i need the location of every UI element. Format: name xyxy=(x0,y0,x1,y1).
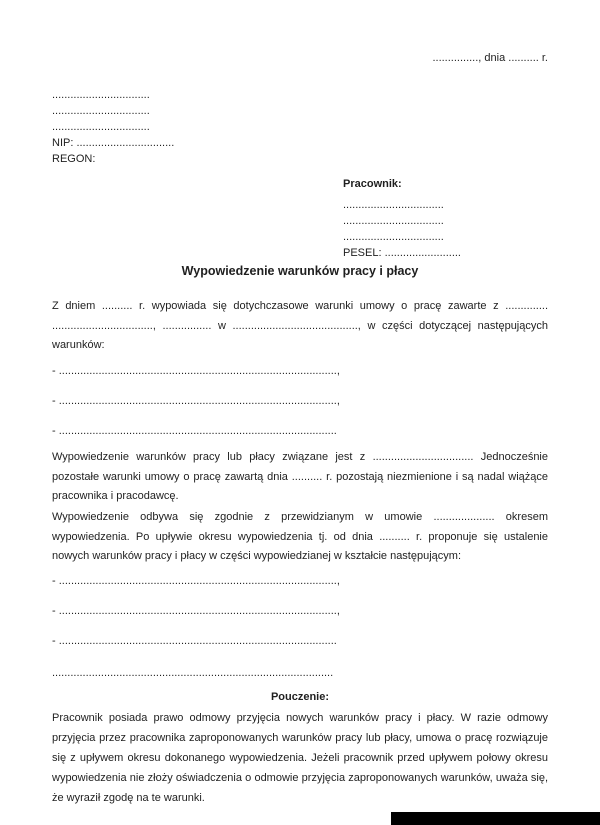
employee-name-line: ................................. xyxy=(343,199,444,211)
paragraph-notice-period: Wypowiedzenie odbywa się zgodnie z przewidzianym w umowie .................... okresem wypowiedzenia. Po upływie okresu wypowiedzenia tj. od dnia .......... r. proponuje się ustalenie nowych warunków pracy i płacy w części wypowiedzianej w kształcie następującym: xyxy=(52,511,548,562)
employee-address-line: ................................. xyxy=(343,231,444,243)
employer-address-line: ................................ xyxy=(52,121,150,133)
condition-item: - ..........................................................................................., xyxy=(52,365,340,377)
notice-paragraph: Pracownik posiada prawo odmowy przyjęcia nowych warunków pracy i płacy. W razie odmowy przyjęcia przez pracownika zaproponowanych warunków pracy lub płacy, umowa o pracę rozwiązuje się z upływem okresu dokonanego wypowiedzenia. Jeżeli pracownik przed upływem połowy okresu wypowiedzenia nie złoży oświadczenia o odmowie przyjęcia zaproponowanych warunków, uważa się, że wyraził zgodę na te warunki. xyxy=(52,712,548,804)
employee-pesel: PESEL: ......................... xyxy=(343,247,461,259)
document-title: Wypowiedzenie warunków pracy i płacy xyxy=(181,264,419,278)
employee-address-line: ................................. xyxy=(343,215,444,227)
employer-address-line: ................................ xyxy=(52,105,150,117)
employer-name-line: ................................ xyxy=(52,89,150,101)
condition-item: - ........................................................................................... xyxy=(52,425,337,437)
employer-block xyxy=(52,87,174,167)
condition-item: - ........................................................................................... xyxy=(52,635,337,647)
employer-nip: NIP: ................................ xyxy=(52,137,175,149)
employee-heading: Pracownik: xyxy=(343,178,402,190)
paragraph-opening: Z dniem .......... r. wypowiada się dotychczasowe warunki umowy o pracę zawarte z .............. ................................., ................ w ........................................., w części dotyczącej następujących warunków: xyxy=(52,300,548,351)
separator-dotted-line: ............................................................................................ xyxy=(52,667,334,679)
paragraph-termination-reason: Wypowiedzenie warunków pracy lub płacy związane jest z ................................. Jednocześnie pozostałe warunki umowy o pracę zawartą dnia .......... r. pozostają niezmienione i są nadal wiążące pracownika i pracodawcę. xyxy=(52,451,548,502)
bottom-black-bar xyxy=(391,812,600,825)
condition-item: - ..........................................................................................., xyxy=(52,605,340,617)
employer-regon: REGON: xyxy=(52,153,96,165)
employee-block xyxy=(343,176,461,261)
date-line: ..............., dnia .......... r. xyxy=(432,52,548,64)
condition-item: - ..........................................................................................., xyxy=(52,575,340,587)
condition-item: - ..........................................................................................., xyxy=(52,395,340,407)
notice-heading: Pouczenie: xyxy=(270,691,330,703)
